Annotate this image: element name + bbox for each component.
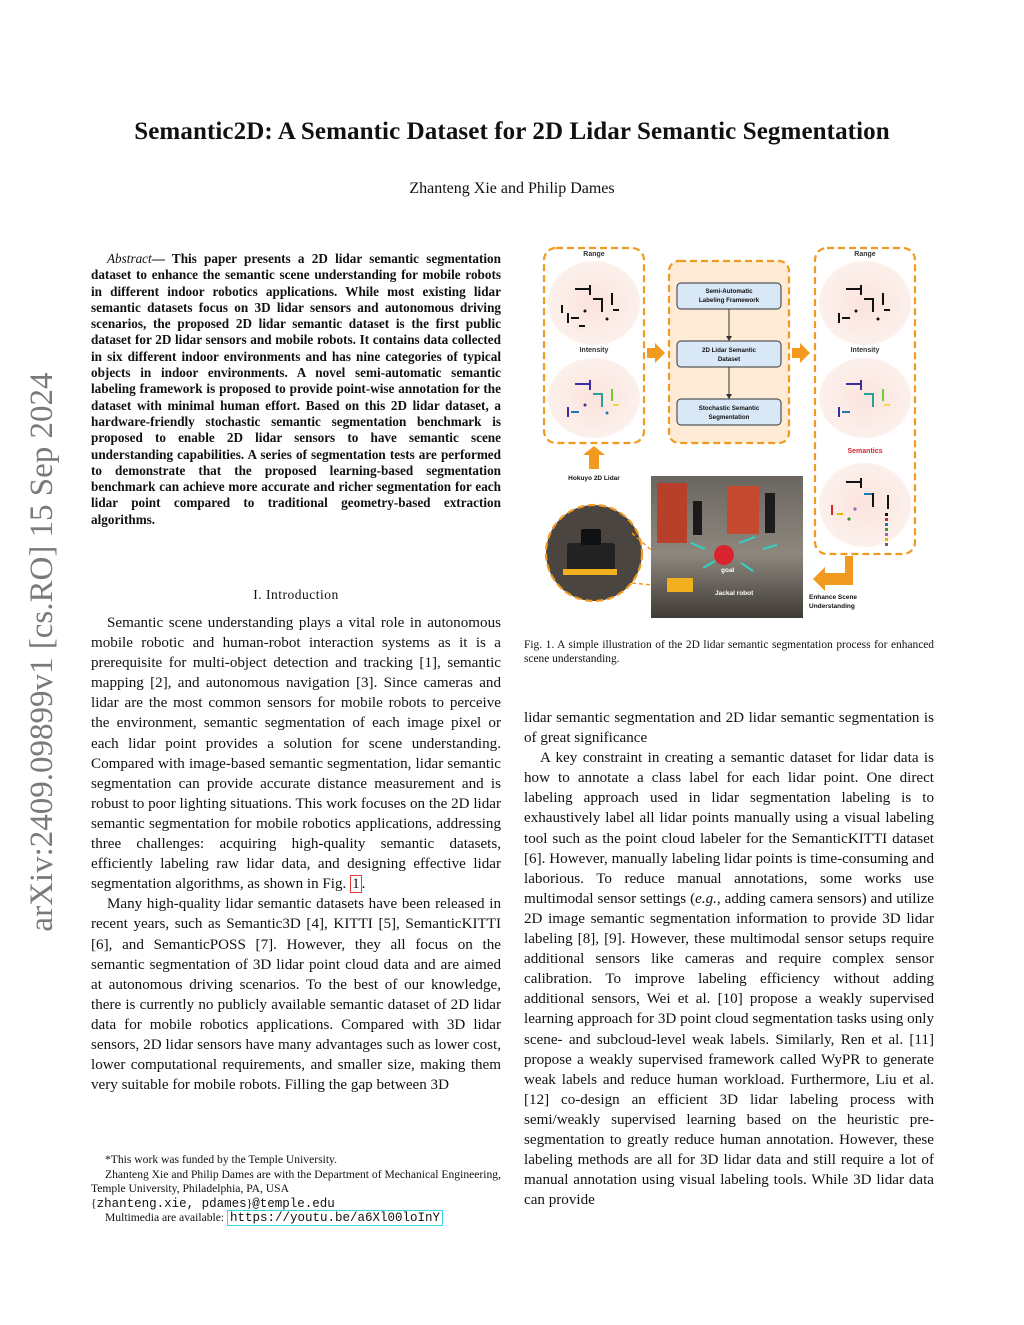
intro-p3-text-b: adding camera sensors) and utilize 2D image semantic segmentation information to provide 3D lidar labeling [8], [9]. However, these multimodal sensor setups require additional sensors like cameras and require complex sensor calibration. To improve labeling efficiency without adding additional sensors, Wei et al. [10] propose a weakly supervised learning approach for 3D point cloud segmentation tasks using only scene- and subcloud-level weak labels. Similarly, Ren et al. [11] propose a weakly supervised framework called WyPR to generate weak labels and reduce human workload. Furthermore, Liu et al. [12] co-design an efficient 3D lidar labeling process with semi/weakly supervised learning based on the heuristic pre-segmentation to greatly reduce human annotation. However, these labeling methods are all for 3D lidar data and still require a lot of manual annotation using visual labeling tools. While 3D lidar data can provide [524, 890, 934, 1209]
box1-label: Semi-Automatic [705, 288, 753, 295]
left-range-label: Range [583, 251, 605, 258]
multimedia-url-link[interactable]: https://youtu.be/a6Xl00loInY [227, 1210, 443, 1226]
email-brace-open: { [91, 1196, 97, 1210]
intro-left-column [91, 613, 501, 1095]
photo-door-right [727, 486, 759, 534]
intro-paragraph-2: Many high-quality lidar semantic datasets have been released in recent years, such as Semantic3D [4], KITTI [5], SemanticKITTI [6], and SemanticPOSS [7]. However, they all focus on the semantic segmentation of 3D lidar point cloud data and are aimed at autonomous driving scenarios. To the best of our knowledge, there is currently no publicly available semantic dataset of 2D lidar data for mobile robotics applications. Compared with 3D lidar sensors, 2D lidar sensors have many advantages such as lower cost, lower computational requirements, and smaller size, making them very suitable for mobile robots. Filling the gap between 3D [91, 896, 501, 1094]
abstract-text: — This paper presents a 2D lidar semantic segmentation dataset to enhance the semantic scene understanding for mobile robots in different indoor robotics applications. While most existing lidar semantic datasets focus on 3D lidar sensors and autonomous driving scenarios, the proposed 2D lidar semantic dataset is the first public dataset for 2D lidar sensors and mobile robots. It contains data collected in six different indoor environments and has nine categories of typical objects in indoor environments. A novel semi-automatic semantic labeling framework is proposed to provide point-wise annotation for the dataset with minimal human effort. Based on this 2D lidar dataset, a hardware-friendly stochastic semantic segmentation benchmark is proposed to enable 2D lidar sensors to have semantic scene understanding capabilities. A series of segmentation tests are performed to demonstrate that the proposed learning-based segmentation benchmark can achieve more accurate and richer segmentation for each lidar point compared to traditional geometry-based extraction algorithms. [91, 251, 501, 527]
labeling-framework-box [677, 283, 781, 309]
box2-label: 2D Lidar Semantic [702, 347, 756, 354]
lidar-head [581, 529, 601, 545]
footnote-funding: *This work was funded by the Temple University. [105, 1153, 337, 1166]
email-brace-close: } [246, 1196, 253, 1210]
robot-bumper [563, 569, 617, 575]
email-domain: @temple.edu [252, 1196, 335, 1211]
affiliation-text: Zhanteng Xie and Philip Dames are with the Department of Mechanical Engineering, Temple University, Philadelphia, PA, USA [91, 1167, 501, 1195]
footnote-multimedia [91, 1211, 501, 1226]
photo-person-2 [693, 501, 702, 535]
figure-reference-link[interactable]: 1 [352, 876, 360, 893]
paper-title: Semantic2D: A Semantic Dataset for 2D Lidar Semantic Segmentation [134, 118, 890, 145]
intro-p3-emphasis: e.g., [695, 890, 721, 907]
goal-label: goal [721, 567, 735, 574]
box1-label-2: Labeling Framework [698, 297, 760, 304]
intro-right-column [524, 708, 934, 1210]
right-range-scan [819, 261, 911, 345]
figure-1 [527, 243, 932, 623]
multimedia-label: Multimedia are available: [105, 1211, 228, 1224]
paper-authors: Zhanteng Xie and Philip Dames [409, 180, 615, 197]
hokuyo-arrow [583, 446, 605, 469]
box2-label-2: Dataset [717, 356, 741, 363]
left-intensity-label: Intensity [579, 347, 609, 354]
photo-door-left [657, 483, 687, 543]
goal-marker [714, 545, 734, 565]
left-intensity-scan [548, 358, 640, 438]
intro-p3-text-a: A key constraint in creating a semantic dataset for lidar data is how to annotate a class label for each lidar point. One direct labeling approach used in lidar segmentation labeling is to exhaustively label all lidar points manually using a visual labeling tool such as the point cloud labeler for the SemanticKITTI dataset [6]. However, manually labeling lidar points is time-consuming and laborious. To reduce manual annotations, some works use multimodal sensor settings ( [524, 750, 934, 907]
intro-paragraph-2-continued: lidar semantic segmentation and 2D lidar semantic segmentation is of great significance [524, 710, 934, 747]
photo-robot [667, 578, 693, 592]
figure-caption: Fig. 1. A simple illustration of the 2D lidar semantic segmentation process for enhanced scene understanding. [524, 639, 934, 666]
footnotes [91, 1153, 501, 1226]
arrow-to-right [792, 343, 810, 363]
box3-label: Stochastic Semantic [698, 405, 760, 412]
box3-label-2: Segmentation [708, 414, 750, 421]
abstract [91, 251, 501, 528]
intro-paragraph-3 [524, 748, 934, 1210]
left-range-scan [548, 261, 640, 345]
figure-illustration [527, 243, 932, 623]
enhance-label-1: Enhance Scene [809, 594, 858, 601]
lidar-device [567, 543, 615, 573]
hokuyo-label: Hokuyo 2D Lidar [568, 475, 620, 482]
intro-p1-text: Semantic scene understanding plays a vital role in autonomous mobile robotic and human-robot interaction systems as it is a prerequisite for multi-object detection and tracking [1], semantic mapping [2], and autonomous navigation [3]. Since cameras and lidar are the most common sensors for mobile robots to perceive the environment, semantic segmentation of each image pixel or each lidar point provides a solution for scene understanding. Compared with image-based semantic segmentation, lidar semantic segmentation can provide accurate distance measurement and is robust to poor lighting situations. This work focuses on the 2D lidar semantic segmentation for mobile robotics applications, addressing three challenges: acquiring high-quality semantic datasets, efficiently labeling raw lidar data, and designing effective lidar segmentation algorithms, as shown in Fig. [91, 615, 501, 893]
enhance-arrow [813, 556, 853, 591]
arxiv-identifier: arXiv:2409.09899v1 [cs.RO] 15 Sep 2024 [24, 372, 60, 932]
enhance-label-2: Understanding [809, 603, 855, 610]
semantic-dataset-box [677, 341, 781, 367]
section-heading-introduction: I. Introduction [253, 587, 339, 602]
right-intensity-label: Intensity [850, 347, 880, 354]
footnote-affiliation [91, 1168, 501, 1212]
right-intensity-scan [819, 358, 911, 438]
arrow-to-center [647, 343, 665, 363]
semantics-label: Semantics [847, 448, 883, 455]
right-range-label: Range [854, 251, 876, 258]
intro-p1-end: . [361, 876, 366, 893]
abstract-lead: Abstract [107, 251, 152, 266]
jackal-label: Jackal robot [715, 590, 754, 597]
intro-paragraph-1 [91, 613, 501, 894]
photo-person-1 [765, 493, 775, 533]
segmentation-box [677, 399, 781, 425]
author-emails: zhanteng.xie, pdames [96, 1196, 247, 1211]
